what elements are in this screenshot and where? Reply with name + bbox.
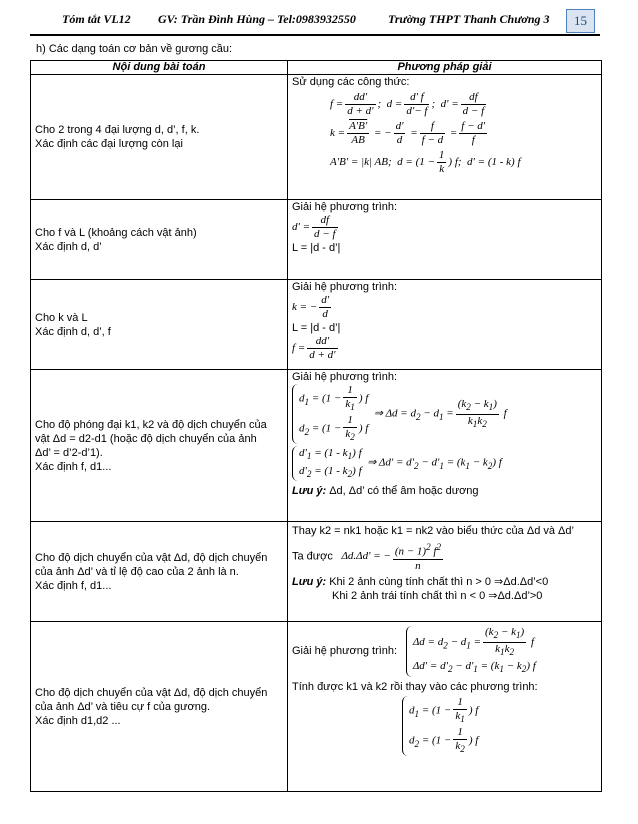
note: Lưu ý: Khi 2 ảnh cùng tính chất thì n > 0 ⇒Δd.Δd’<0	[292, 575, 549, 588]
table-row	[31, 280, 602, 370]
formula-d-prime: d' = $\frac{df}{d - f}$	[292, 214, 336, 240]
system-positions: $d_1 = (1$ − $\frac{1}{k_1}$ ) f $d_2 = (1$ − $\frac{1}{k_2}$ ) f	[292, 696, 597, 756]
method-cell: Giải hệ phương trình: d' = $\frac{df}{d - f}$ L = |d - d’|	[288, 200, 602, 280]
problem-cell: Cho 2 trong 4 đại lượng d, d’, f, k. Xác định các đại lượng còn lại	[31, 75, 288, 200]
system-delta-d-prime: $d'_1 = (1 - k_1)$ f $d'_2 = (1 - k_2)$ f ⇒ $\Delta d' = d'_2 - d'_1 = (k_1 - k_2)$ f	[292, 446, 597, 480]
header-title: Tóm tắt VL12	[62, 12, 131, 26]
method-cell: Giải hệ phương trình: k = − $\frac{d'}{d}$ L = |d - d’| f = $\frac{dd'}{d + d'}$	[288, 280, 602, 370]
table-row	[31, 370, 602, 522]
method-cell: Giải hệ phương trình: $d_1 = (1$ − $\frac{1}{k_1}$ ) f $d_2 = (1$ − $\frac{1}{k_2}$ ) f ⇒ $\Delta d = d_2 - d_1$ = $\frac{(k_2 - k_1)}{k_1k_2}$ f $d'_1 = (1 - k_1)$ f $d'_2 = (1 - k_2)$ f ⇒ $\Delta d' = d'_2 - d'_1 = (k_1 - k_2)$ f Lưu ý: Δd, Δd’ có thể âm hoặc dương	[288, 370, 602, 522]
header-teacher: GV: Trần Đình Hùng – Tel:0983932550	[158, 12, 356, 26]
formula-f-d: f = $\frac{dd'}{d + d'}$ ; d = $\frac{d' f}{d'- f}$ ; d' = $\frac{df}{d - f}$	[330, 91, 485, 117]
formula-product: Ta được Δd.Δd' = − $\frac{(n - 1)^2 f^2}{n}$	[292, 542, 442, 572]
problem-cell: Cho độ phóng đại k1, k2 và độ dịch chuyển của vật Δd = d2-d1 (hoặc độ dịch chuyển của ảnh Δd’ = d’2-d’1). Xác định f, d1...	[31, 370, 288, 522]
col-method-header: Phương pháp giải	[288, 61, 602, 75]
table-row	[31, 75, 602, 200]
problem-cell: Cho k và L Xác định d, d’, f	[31, 280, 288, 370]
formula-f: f = $\frac{dd'}{d + d'}$	[292, 335, 336, 361]
problem-cell: Cho f và L (khoảng cách vật ảnh) Xác định d, d’	[31, 200, 288, 280]
problem-cell: Cho độ dịch chuyển của vật Δd, độ dịch chuyển của ảnh Δd’ và tiêu cự f của gương. Xác định d1,d2 ...	[31, 622, 288, 792]
system-shift: Giải hệ phương trình: $\Delta d = d_2 - d_1$ = $\frac{(k_2 - k_1)}{k_1k_2}$ f $\Delta d' = d'_2 - d'_1 = (k_1 - k_2)$ f	[292, 626, 536, 675]
method-cell: Sử dụng các công thức: f = $\frac{dd'}{d + d'}$ ; d = $\frac{d' f}{d'- f}$ ; d' = $\frac{df}{d - f}$ k = $\frac{A'B'}{AB}$ = − $\frac{d'}{d}$ = $\frac{f}{f - d}$ = $\frac{f - d'}{f}$ A'B' = |k| AB; d = (1 − $\frac{1}{k}$ ) f; d' = (1 - k) f	[288, 75, 602, 200]
note: Lưu ý: Δd, Δd’ có thể âm hoặc dương	[292, 484, 479, 497]
table-row	[31, 622, 602, 792]
system-delta-d: $d_1 = (1$ − $\frac{1}{k_1}$ ) f $d_2 = (1$ − $\frac{1}{k_2}$ ) f ⇒ $\Delta d = d_2 - d_1$ = $\frac{(k_2 - k_1)}{k_1k_2}$ f	[292, 384, 597, 444]
table-header-row	[31, 61, 602, 75]
problem-table	[30, 60, 602, 792]
header-rule	[30, 34, 600, 36]
header-school: Trường THPT Thanh Chương 3	[388, 12, 550, 26]
col-problem-header: Nội dung bài toán	[31, 61, 288, 75]
table-row	[31, 522, 602, 622]
page-number: 15	[566, 9, 595, 33]
method-cell: Giải hệ phương trình: $\Delta d = d_2 - d_1$ = $\frac{(k_2 - k_1)}{k_1k_2}$ f $\Delta d' = d'_2 - d'_1 = (k_1 - k_2)$ f Tính được k1 và k2 rồi thay vào các phương trình: $d_1 = (1$ − $\frac{1}{k_1}$ ) f $d_2 = (1$ − $\frac{1}{k_2}$ ) f	[288, 622, 602, 792]
table-row	[31, 200, 602, 280]
formula-k: k = $\frac{A'B'}{AB}$ = − $\frac{d'}{d}$ = $\frac{f}{f - d}$ = $\frac{f - d'}{f}$	[330, 120, 486, 146]
page-header	[30, 10, 600, 34]
problem-cell: Cho độ dịch chuyển của vật Δd, độ dịch chuyển của ảnh Δd’ và tỉ lệ độ cao của 2 ảnh là n. Xác định f, d1...	[31, 522, 288, 622]
formula-k-ratio: k = − $\frac{d'}{d}$	[292, 294, 330, 320]
method-cell: Thay k2 = nk1 hoặc k1 = nk2 vào biểu thức của Δd và Δd’ Ta được Δd.Δd' = − $\frac{(n - 1)^2 f^2}{n}$ Lưu ý: Khi 2 ảnh cùng tính chất thì n > 0 ⇒Δd.Δd’<0 Khi 2 ảnh trái tính chất thì n < 0 ⇒Δd.Δd’>0	[288, 522, 602, 622]
section-title: h) Các dạng toán cơ bản về gương cầu:	[36, 43, 233, 55]
formula-ab: A'B' = |k| AB; d = (1 − $\frac{1}{k}$ ) f; d' = (1 - k) f	[330, 149, 521, 175]
